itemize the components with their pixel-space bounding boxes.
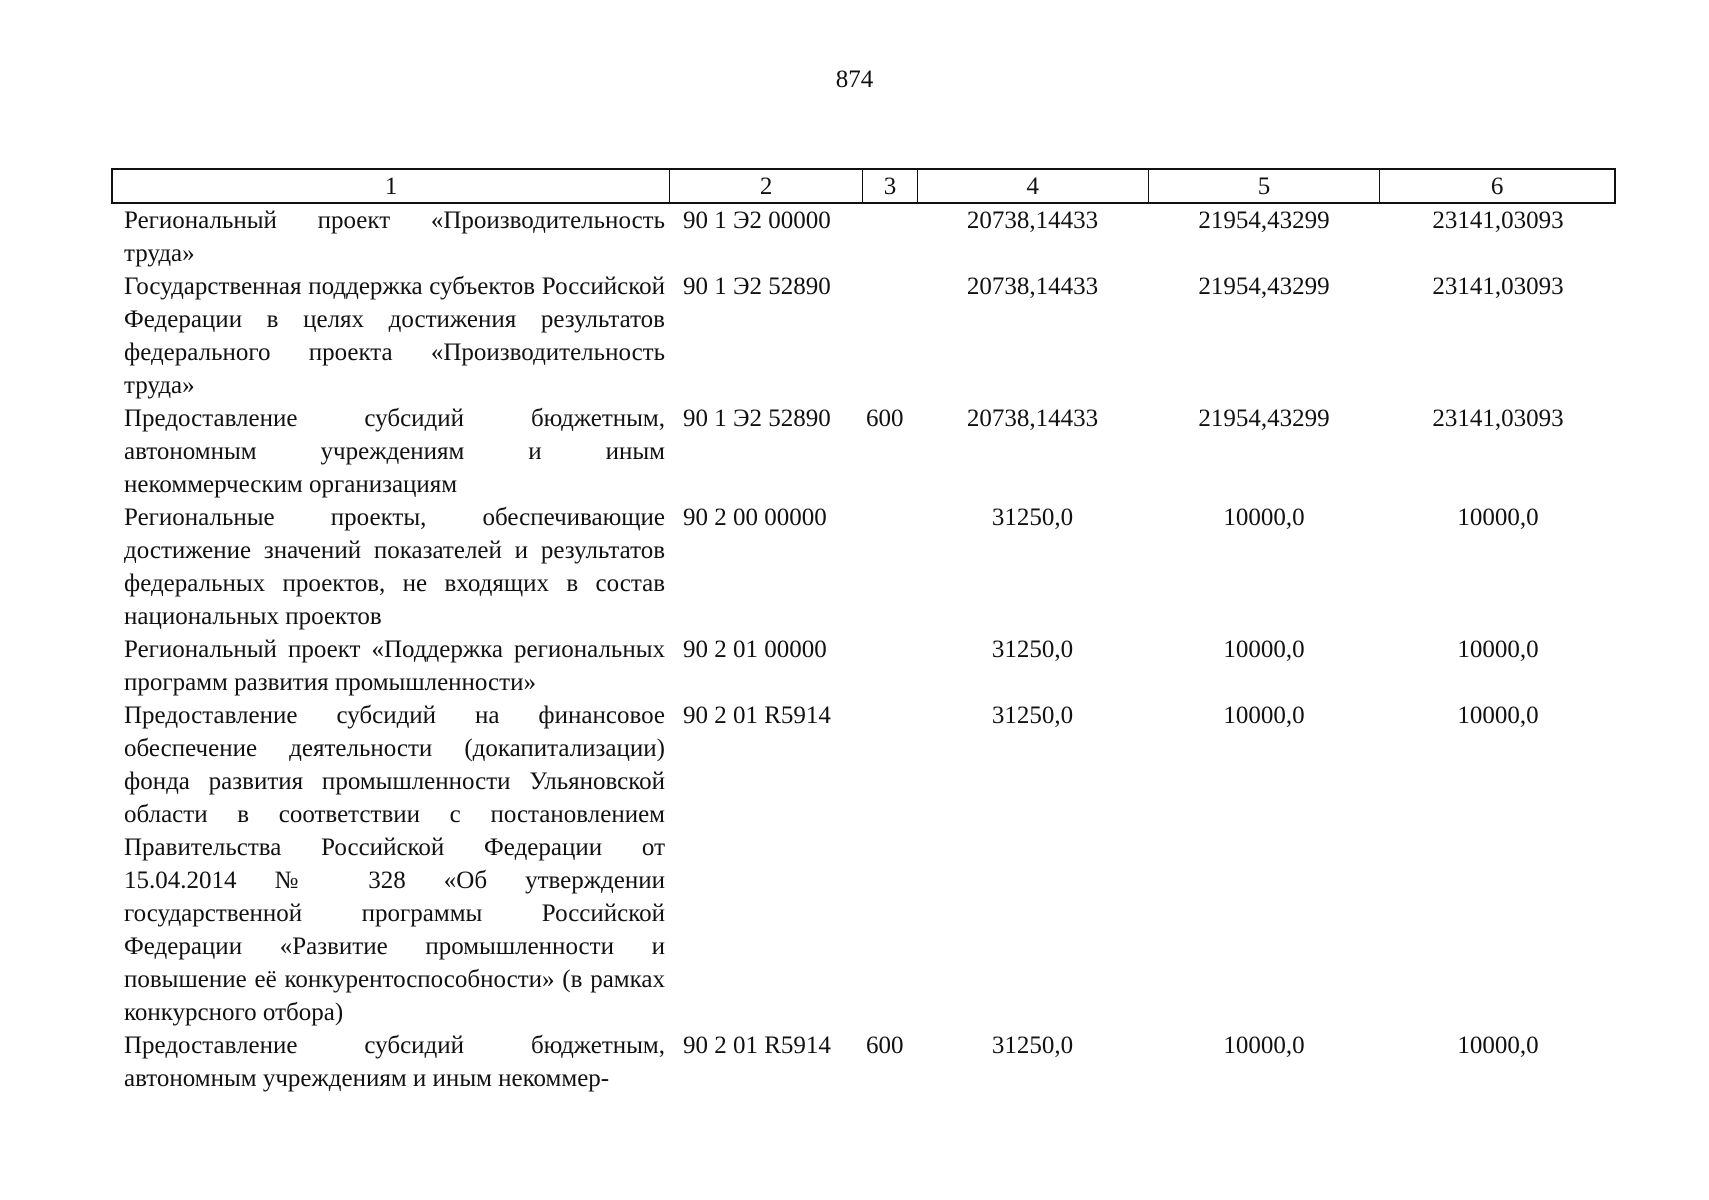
- row-code: 90 1 Э2 52890: [683, 405, 831, 432]
- row-code: 90 1 Э2 52890: [683, 273, 831, 300]
- row-value-5: 10000,0: [1223, 702, 1305, 729]
- table-row: [111, 204, 1616, 270]
- table-row: [111, 402, 1616, 501]
- row-value-5: 10000,0: [1223, 636, 1305, 663]
- row-name: Региональные проекты, обеспечивающие достижение значений показателей и результатов федеральных проектов, не входящих в состав национальных проектов: [124, 504, 665, 630]
- row-code: 90 2 00 00000: [683, 504, 827, 531]
- row-value-5: 10000,0: [1223, 504, 1305, 531]
- row-value-4: 31250,0: [991, 1032, 1074, 1059]
- header-col-2: 2: [670, 170, 863, 202]
- row-type: 600: [866, 405, 904, 432]
- table-row: [111, 1029, 1616, 1095]
- row-value-4: 20738,14433: [966, 207, 1099, 234]
- row-value-5: 21954,43299: [1198, 405, 1330, 432]
- table-row: [111, 270, 1616, 402]
- header-col-3: 3: [863, 170, 918, 202]
- row-value-6: 23141,03093: [1432, 207, 1564, 234]
- row-code: 90 2 01 00000: [683, 636, 827, 663]
- table-body: [111, 204, 1616, 1095]
- row-name: Региональный проект «Поддержка региональных программ развития промышленности»: [124, 636, 665, 696]
- table-row: [111, 633, 1616, 699]
- row-value-6: 10000,0: [1457, 1032, 1539, 1059]
- row-code: 90 2 01 R5914: [683, 1032, 831, 1059]
- row-value-6: 10000,0: [1457, 636, 1539, 663]
- row-type: 600: [866, 1032, 904, 1059]
- row-value-4: 31250,0: [991, 504, 1074, 531]
- row-value-6: 10000,0: [1457, 702, 1539, 729]
- table-row: [111, 699, 1616, 1029]
- row-value-6: 23141,03093: [1432, 273, 1564, 300]
- row-value-4: 20738,14433: [966, 405, 1099, 432]
- header-col-1: 1: [113, 170, 670, 202]
- row-code: 90 2 01 R5914: [683, 702, 831, 729]
- row-value-4: 20738,14433: [966, 273, 1099, 300]
- header-col-6: 6: [1490, 173, 1504, 200]
- row-name: Предоставление субсидий на финансовое обеспечение деятельности (докапитализации) фонда развития промышленности Ульяновской области в соответствии с постановлением Правительства Российской Федерации от 15.04.2014 № 328 «Об утверждении государственной программы Российской Федерации «Развитие промышленности и повышение её конкурентоспособности» (в рамках конкурсного отбора): [124, 702, 665, 1026]
- row-code: 90 1 Э2 00000: [683, 207, 831, 234]
- row-value-4: 31250,0: [991, 636, 1074, 663]
- row-name: Региональный проект «Производительность труда»: [124, 207, 665, 267]
- row-value-6: 10000,0: [1457, 504, 1539, 531]
- table-header: [111, 168, 1616, 204]
- row-value-4: 31250,0: [991, 702, 1074, 729]
- page-number: 874: [835, 66, 874, 93]
- header-col-5: 5: [1149, 170, 1381, 202]
- table-row: [111, 501, 1616, 633]
- row-name: Предоставление субсидий бюджетным, автономным учреждениям и иным некоммерческим организациям: [124, 405, 665, 498]
- row-value-5: 21954,43299: [1198, 207, 1330, 234]
- row-name: Государственная поддержка субъектов Российской Федерации в целях достижения результатов федерального проекта «Производительность труда»: [124, 273, 665, 399]
- row-value-6: 23141,03093: [1432, 405, 1564, 432]
- row-name: Предоставление субсидий бюджетным, автономным учреждениям и иным некоммер-: [124, 1032, 665, 1092]
- header-col-4: 4: [918, 170, 1149, 202]
- row-value-5: 10000,0: [1223, 1032, 1305, 1059]
- row-value-5: 21954,43299: [1198, 273, 1330, 300]
